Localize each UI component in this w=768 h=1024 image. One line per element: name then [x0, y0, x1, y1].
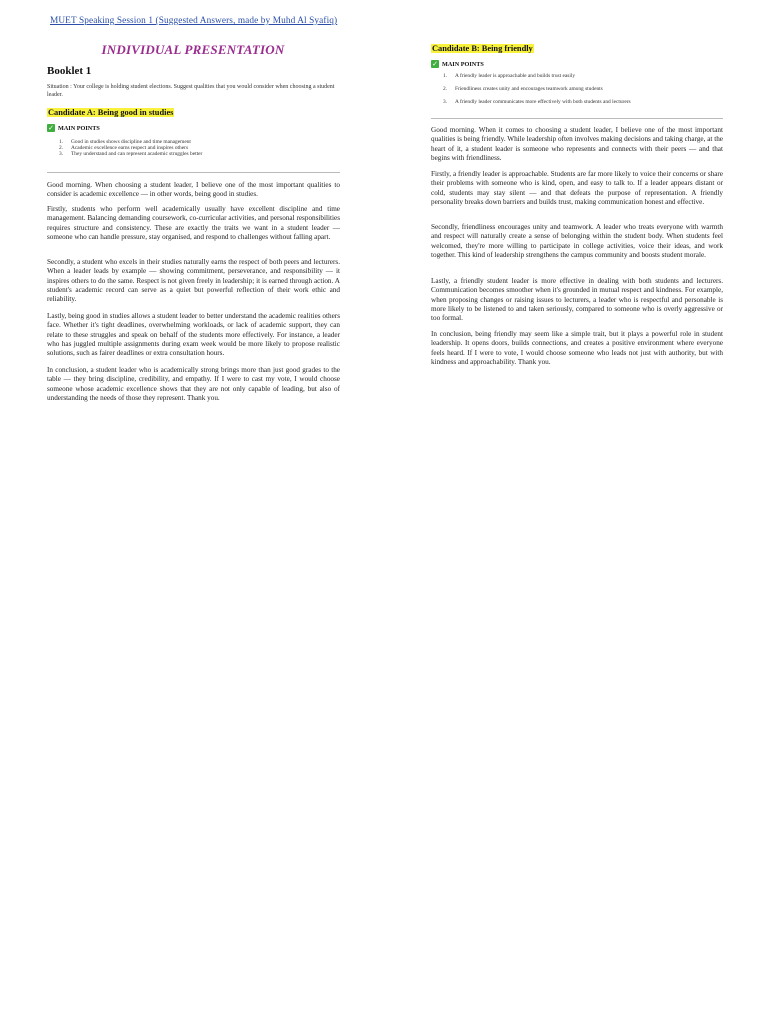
candidate-a-paragraph-2: Firstly, students who perform well academically usually have excellent discipline and time management. Balancing demanding coursework, co-curricular activities, and personal responsibilities requires structure and consistency. These are exactly the traits we want in a student leader — someone who can handle pressure, stay organised, and respond to challenges without falling apart. — [47, 205, 340, 241]
list-item — [59, 151, 339, 157]
point-number: 1. — [59, 139, 64, 145]
candidate-b-paragraph-5: In conclusion, being friendly may seem like a simple trait, but it plays a powerful role in student leadership. It opens doors, builds connections, and creates a positive environment where everyone feels heard. If I were to vote, I would choose someone who leads not just with authority, but with kindness and approachability. Thank you. — [431, 330, 723, 366]
point-number: 2. — [59, 145, 64, 151]
document-header-link[interactable]: MUET Speaking Session 1 (Suggested Answers, made by Muhd Al Syafiq) — [50, 16, 338, 26]
candidate-a-paragraph-1: Good morning. When choosing a student leader, I believe one of the most important qualities to consider is academic excellence — in other words, being good in studies. — [47, 181, 340, 199]
main-points-label-text: MAIN POINTS — [58, 124, 100, 132]
point-text: A friendly leader communicates more effectively with both students and lecturers — [455, 99, 631, 105]
checkmark-icon: ✓ — [432, 60, 438, 68]
candidate-b-heading-text: Candidate B: Being friendly — [432, 44, 533, 53]
divider — [431, 118, 723, 119]
candidate-b-paragraph-3: Secondly, friendliness encourages unity and teamwork. A leader who treats everyone with warmth and respect will naturally create a sense of belonging within the student body. When students feel welcomed, they're more willing to participate in college activities, voice their ideas, and work together. This kind of leadership strengthens the campus community and boosts student morale. — [431, 223, 723, 259]
candidate-a-heading-text: Candidate A: Being good in studies — [48, 108, 174, 117]
point-text: Friendliness creates unity and encourages teamwork among students — [455, 86, 603, 92]
point-number: 1. — [443, 73, 448, 79]
candidate-b-main-points-label — [431, 60, 484, 68]
list-item — [443, 99, 723, 105]
candidate-b-points-list — [443, 73, 723, 105]
point-text: A friendly leader is approachable and builds trust easily — [455, 73, 576, 79]
situation-text: Situation : Your college is holding student elections. Suggest qualities that you would consider when choosing a student leader. — [47, 84, 335, 98]
list-item — [443, 73, 723, 79]
point-number: 3. — [443, 99, 448, 105]
point-number: 3. — [59, 151, 64, 157]
candidate-b-paragraph-4: Lastly, a friendly student leader is more effective in dealing with both students and lecturers. Communication becomes smoother when it's grounded in mutual respect and kindness. For example, when proposing changes or raising issues to lecturers, a leader who is respectful and personable is more likely to be listened to and taken seriously, compared to someone who is overly aggressive or too formal. — [431, 277, 723, 323]
candidate-a-points-list — [59, 139, 339, 157]
candidate-b-paragraph-1: Good morning. When it comes to choosing a student leader, I believe one of the most important qualities is being friendly. While leadership often involves making decisions and taking charge, at the heart of it, a student leader is someone who represents and connects with their peers — and that begins with friendliness. — [431, 126, 723, 162]
point-text: They understand and can represent academic struggles better — [71, 151, 203, 157]
booklet-heading: Booklet 1 — [47, 65, 92, 77]
point-text: Good in studies shows discipline and time management — [71, 139, 191, 145]
candidate-a-paragraph-4: Lastly, being good in studies allows a student leader to better understand the academic realities others face. Whether it's tight deadlines, overwhelming workloads, or lack of academic support, they can relate to these struggles and speak on behalf of the students more effectively. For instance, a leader who has juggled multiple assignments during exam week would be more likely to propose realistic solutions, such as fairer deadlines or extra consultation hours. — [47, 312, 340, 358]
point-text: Academic excellence earns respect and inspires others — [71, 145, 189, 151]
candidate-a-paragraph-3: Secondly, a student who excels in their studies naturally earns the respect of both peers and lecturers. When a leader leads by example — showing commitment, perseverance, and responsibility — it inspires others to do the same. Respect is not given freely in leadership; it is earned through action. A student's academic record can serve as a quiet but powerful reflection of their work ethic and reliability. — [47, 258, 340, 304]
checkmark-icon: ✓ — [48, 124, 54, 132]
point-number: 2. — [443, 86, 448, 92]
list-item — [443, 86, 723, 92]
candidate-a-heading — [47, 108, 174, 117]
candidate-a-main-points-label — [47, 124, 100, 132]
candidate-b-heading — [431, 44, 534, 53]
divider — [47, 172, 340, 173]
main-points-label-text: MAIN POINTS — [442, 60, 484, 68]
candidate-b-paragraph-2: Firstly, a friendly leader is approachable. Students are far more likely to voice their concerns or share their problems with someone who is kind, open, and easy to talk to. If a leader appears distant or cold, students may stay silent — and that defeats the purpose of representation. A friendly personality breaks down barriers and builds trust, making communication honest and effective. — [431, 170, 723, 206]
candidate-a-paragraph-5: In conclusion, a student leader who is academically strong brings more than just good grades to the table — they bring discipline, credibility, and empathy. If I were to cast my vote, I would choose someone whose academic excellence shows that they are not only capable of leading, but also of understanding the needs of those they represent. Thank you. — [47, 366, 340, 402]
document-title: INDIVIDUAL PRESENTATION — [101, 42, 285, 57]
